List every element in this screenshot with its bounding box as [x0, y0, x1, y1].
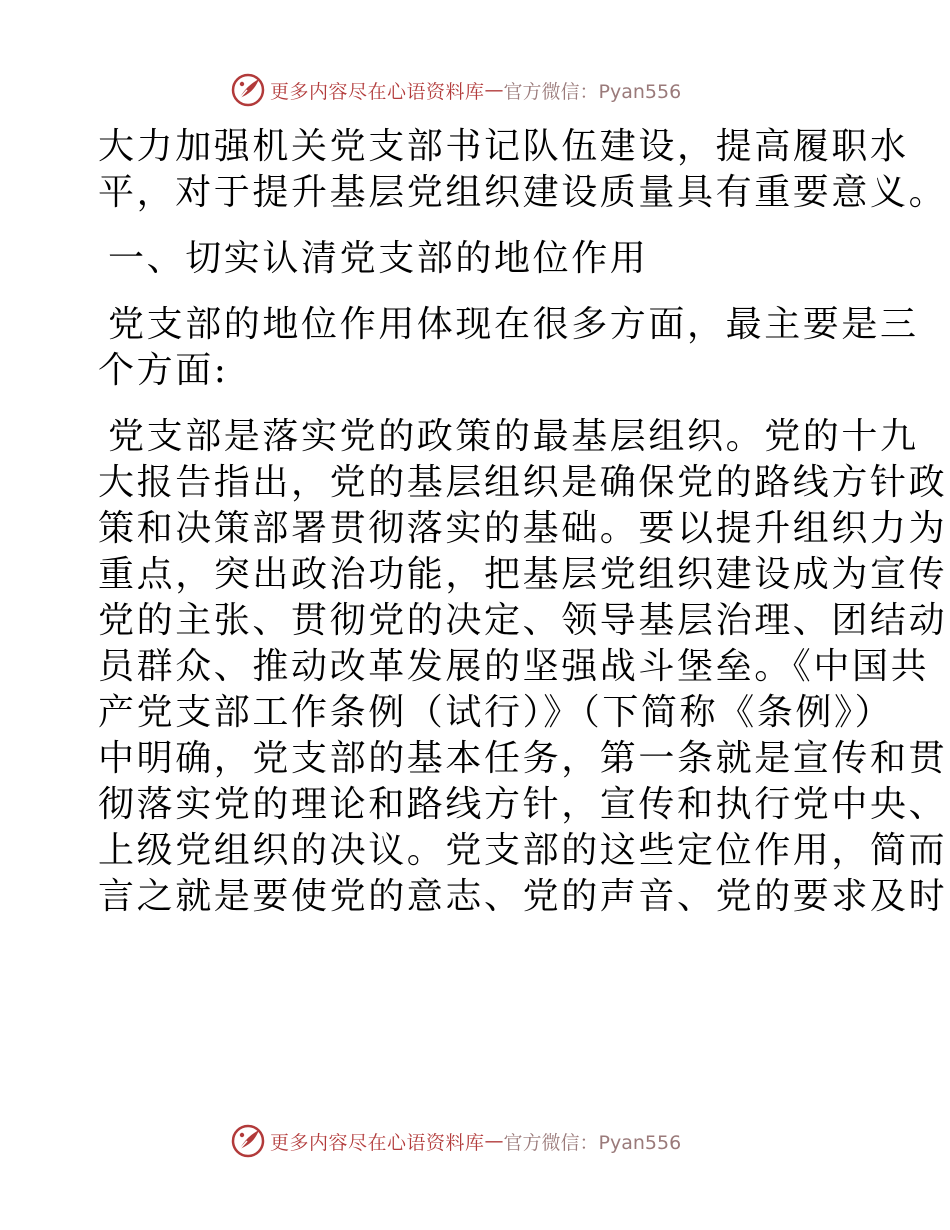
text-line: 中明确，党支部的基本任务，第一条就是宣传和贯 — [98, 738, 948, 779]
document-body — [98, 124, 948, 940]
text-line: 言之就是要使党的意志、党的声音、党的要求及时 — [98, 876, 948, 917]
text-line: 大力加强机关党支部书记队伍建设，提高履职水 — [98, 126, 909, 167]
watermark-separator: — — [484, 79, 504, 101]
text-line: 员群众、推动改革发展的坚强战斗堡垒。《中国共 — [98, 646, 930, 687]
paragraph-intro — [98, 124, 948, 216]
text-line: 党支部的地位作用体现在很多方面，最主要是三 — [108, 304, 919, 345]
text-line: 党支部是落实党的政策的最基层组织。党的十九 — [108, 416, 919, 457]
text-line: 策和决策部署贯彻落实的基础。要以提升组织力为 — [98, 508, 948, 549]
paragraph-role-summary — [98, 302, 919, 394]
text-line: 大报告指出，党的基层组织是确保党的路线方针政 — [98, 462, 948, 503]
footer-watermark — [230, 1123, 681, 1159]
text-line: 平，对于提升基层党组织建设质量具有重要意义。 — [98, 172, 948, 213]
watermark-contact: 官方微信：Pyan556 — [503, 80, 682, 103]
section-heading-text: 一、切实认清党支部的地位作用 — [108, 238, 649, 279]
text-line: 产党支部工作条例（试行）》（下简称《条例》） — [98, 692, 894, 733]
paragraph-policy-implementation — [98, 414, 948, 920]
text-line: 个方面: — [98, 350, 229, 391]
header-watermark — [230, 72, 681, 108]
text-line: 党的主张、贯彻党的决定、领导基层治理、团结动 — [98, 600, 948, 641]
watermark-contact: 官方微信：Pyan556 — [503, 1131, 682, 1154]
section-heading — [98, 236, 858, 282]
text-line: 重点，突出政治功能，把基层党组织建设成为宣传 — [98, 554, 948, 595]
text-line: 上级党组织的决议。党支部的这些定位作用，简而 — [98, 830, 948, 871]
text-line: 彻落实党的理论和路线方针，宣传和执行党中央、 — [98, 784, 948, 825]
watermark-separator: — — [484, 1130, 504, 1152]
feather-pen-logo-icon — [230, 1123, 266, 1159]
watermark-text: 更多内容尽在心语资料库 — [270, 1131, 485, 1154]
feather-pen-logo-icon — [230, 72, 266, 108]
watermark-text: 更多内容尽在心语资料库 — [270, 80, 485, 103]
